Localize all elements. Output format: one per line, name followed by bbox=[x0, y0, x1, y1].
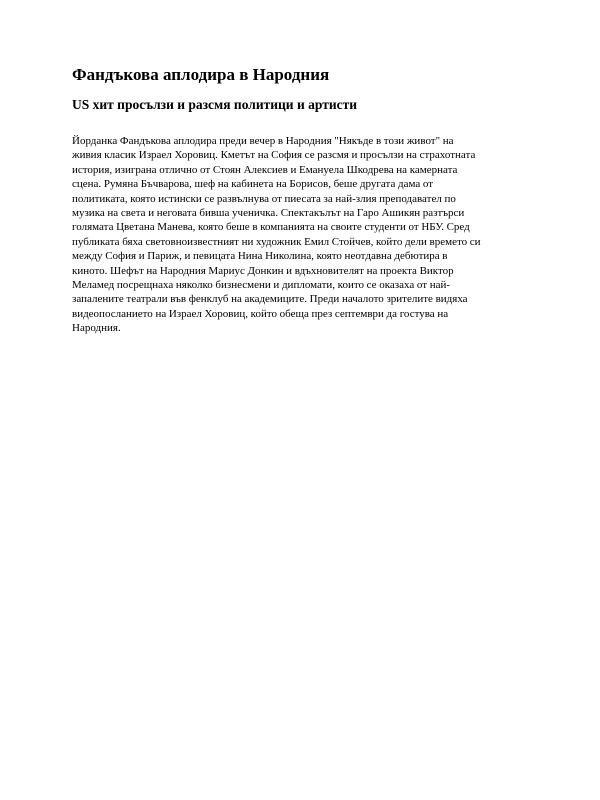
body-line: музика на света и неговата бивша ученичка. Спектакълът на Гаро Ашикян разтърси bbox=[72, 207, 465, 220]
body-line: Народния. bbox=[72, 322, 121, 335]
body-line: история, изиграна отлично от Стоян Алексиев и Емануела Шкодрева на камерната bbox=[72, 163, 458, 176]
body-line: сцена. Румяна Бъчварова, шеф на кабинета на Борисов, беше другата дама от bbox=[72, 178, 434, 191]
body-line: запалените театрали във фенклуб на академиците. Преди началото зрителите видяха bbox=[72, 293, 468, 306]
body-line: голямата Цветана Манева, която беше в компанията на своите студенти от НБУ. Сред bbox=[72, 221, 470, 234]
article-body bbox=[72, 134, 542, 336]
article-subtitle: US хит просълзи и разсмя политици и артисти bbox=[72, 97, 358, 112]
body-line: публиката бяха световноизвестният ни художник Емил Стойчев, който дели времето си bbox=[72, 235, 481, 248]
body-line: киното. Шефът на Народния Мариус Донкин и вдъхновителят на проекта Виктор bbox=[72, 264, 454, 277]
body-line: Меламед посрещнаха няколко бизнесмени и дипломати, които се оказаха от най- bbox=[72, 279, 451, 292]
body-line: политиката, която истински се развълнува от пиесата за най-злия преподавател по bbox=[72, 192, 456, 205]
body-line: живия класик Израел Хоровиц. Кметът на София се разсмя и просълзи на страхотната bbox=[72, 149, 476, 162]
article-title: Фандъкова аплодира в Народния bbox=[72, 65, 330, 84]
document-page bbox=[72, 64, 542, 336]
body-line: между София и Париж, и певицата Нина Николина, която неотдавна дебютира в bbox=[72, 250, 448, 263]
body-line: видеопосланието на Израел Хоровиц, който обеща през септември да гостува на bbox=[72, 307, 449, 320]
body-line: Йорданка Фандъкова аплодира преди вечер в Народния "Някъде в този живот" на bbox=[72, 135, 454, 147]
